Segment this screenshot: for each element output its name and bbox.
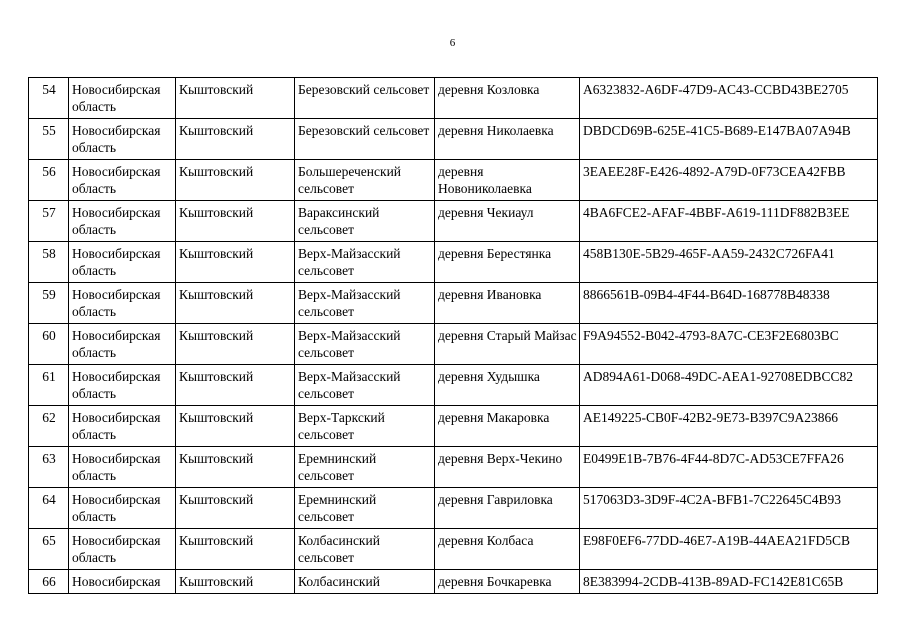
district-cell: Кыштовский (176, 160, 295, 201)
table-row (29, 201, 878, 242)
region-cell: Новосибирская область (69, 78, 176, 119)
table-row (29, 242, 878, 283)
table-row (29, 365, 878, 406)
row-number-cell: 65 (29, 529, 69, 570)
region-cell: Новосибирская область (69, 119, 176, 160)
region-cell: Новосибирская область (69, 160, 176, 201)
settlement-cell: деревня Старый Майзас (435, 324, 580, 365)
table-row (29, 78, 878, 119)
guid-cell: E98F0EF6-77DD-46E7-A19B-44AEA21FD5CB (580, 529, 878, 570)
region-cell: Новосибирская область (69, 529, 176, 570)
row-number-cell: 56 (29, 160, 69, 201)
table-row (29, 406, 878, 447)
settlement-cell: деревня Новониколаевка (435, 160, 580, 201)
council-cell: Колбасинский сельсовет (295, 529, 435, 570)
region-cell: Новосибирская область (69, 324, 176, 365)
council-cell: Еремнинский сельсовет (295, 447, 435, 488)
settlement-cell: деревня Верх-Чекино (435, 447, 580, 488)
council-cell: Верх-Таркский сельсовет (295, 406, 435, 447)
guid-cell: 4BA6FCE2-AFAF-4BBF-A619-111DF882B3EE (580, 201, 878, 242)
row-number-cell: 62 (29, 406, 69, 447)
district-cell: Кыштовский (176, 201, 295, 242)
region-cell: Новосибирская область (69, 242, 176, 283)
guid-cell: 8E383994-2CDB-413B-89AD-FC142E81C65B (580, 570, 878, 594)
region-cell: Новосибирская область (69, 488, 176, 529)
settlement-cell: деревня Колбаса (435, 529, 580, 570)
table-row (29, 119, 878, 160)
page-number: 6 (449, 37, 456, 49)
table-row (29, 447, 878, 488)
guid-cell: 3EAEE28F-E426-4892-A79D-0F73CEA42FBB (580, 160, 878, 201)
settlements-table (28, 77, 878, 594)
guid-cell: 8866561B-09B4-4F44-B64D-168778B48338 (580, 283, 878, 324)
table-row (29, 324, 878, 365)
row-number-cell: 64 (29, 488, 69, 529)
council-cell: Верх-Майзасский сельсовет (295, 242, 435, 283)
table-body (29, 78, 878, 594)
table-row (29, 283, 878, 324)
region-cell: Новосибирская область (69, 283, 176, 324)
council-cell: Верх-Майзасский сельсовет (295, 365, 435, 406)
settlement-cell: деревня Бочкаревка (435, 570, 580, 594)
settlement-cell: деревня Николаевка (435, 119, 580, 160)
region-cell: Новосибирская (69, 570, 176, 594)
settlement-cell: деревня Худышка (435, 365, 580, 406)
table-row (29, 160, 878, 201)
district-cell: Кыштовский (176, 324, 295, 365)
district-cell: Кыштовский (176, 283, 295, 324)
row-number-cell: 57 (29, 201, 69, 242)
district-cell: Кыштовский (176, 119, 295, 160)
row-number-cell: 60 (29, 324, 69, 365)
row-number-cell: 61 (29, 365, 69, 406)
table-row (29, 570, 878, 594)
settlement-cell: деревня Чекиаул (435, 201, 580, 242)
council-cell: Большереченский сельсовет (295, 160, 435, 201)
region-cell: Новосибирская область (69, 447, 176, 488)
table-row (29, 529, 878, 570)
settlement-cell: деревня Гавриловка (435, 488, 580, 529)
council-cell: Березовский сельсовет (295, 119, 435, 160)
guid-cell: A6323832-A6DF-47D9-AC43-CCBD43BE2705 (580, 78, 878, 119)
row-number-cell: 58 (29, 242, 69, 283)
settlement-cell: деревня Берестянка (435, 242, 580, 283)
council-cell: Колбасинский (295, 570, 435, 594)
council-cell: Вараксинский сельсовет (295, 201, 435, 242)
row-number-cell: 63 (29, 447, 69, 488)
settlement-cell: деревня Макаровка (435, 406, 580, 447)
guid-cell: 458B130E-5B29-465F-AA59-2432C726FA41 (580, 242, 878, 283)
district-cell: Кыштовский (176, 447, 295, 488)
region-cell: Новосибирская область (69, 365, 176, 406)
council-cell: Еремнинский сельсовет (295, 488, 435, 529)
district-cell: Кыштовский (176, 488, 295, 529)
district-cell: Кыштовский (176, 406, 295, 447)
council-cell: Верх-Майзасский сельсовет (295, 324, 435, 365)
settlement-cell: деревня Козловка (435, 78, 580, 119)
council-cell: Верх-Майзасский сельсовет (295, 283, 435, 324)
row-number-cell: 59 (29, 283, 69, 324)
council-cell: Березовский сельсовет (295, 78, 435, 119)
guid-cell: AE149225-CB0F-42B2-9E73-B397C9A23866 (580, 406, 878, 447)
guid-cell: AD894A61-D068-49DC-AEA1-92708EDBCC82 (580, 365, 878, 406)
region-cell: Новосибирская область (69, 406, 176, 447)
district-cell: Кыштовский (176, 529, 295, 570)
table-row (29, 488, 878, 529)
region-cell: Новосибирская область (69, 201, 176, 242)
row-number-cell: 66 (29, 570, 69, 594)
district-cell: Кыштовский (176, 242, 295, 283)
district-cell: Кыштовский (176, 78, 295, 119)
guid-cell: E0499E1B-7B76-4F44-8D7C-AD53CE7FFA26 (580, 447, 878, 488)
guid-cell: F9A94552-B042-4793-8A7C-CE3F2E6803BC (580, 324, 878, 365)
guid-cell: 517063D3-3D9F-4C2A-BFB1-7C22645C4B93 (580, 488, 878, 529)
guid-cell: DBDCD69B-625E-41C5-B689-E147BA07A94B (580, 119, 878, 160)
settlement-cell: деревня Ивановка (435, 283, 580, 324)
row-number-cell: 55 (29, 119, 69, 160)
district-cell: Кыштовский (176, 365, 295, 406)
row-number-cell: 54 (29, 78, 69, 119)
district-cell: Кыштовский (176, 570, 295, 594)
